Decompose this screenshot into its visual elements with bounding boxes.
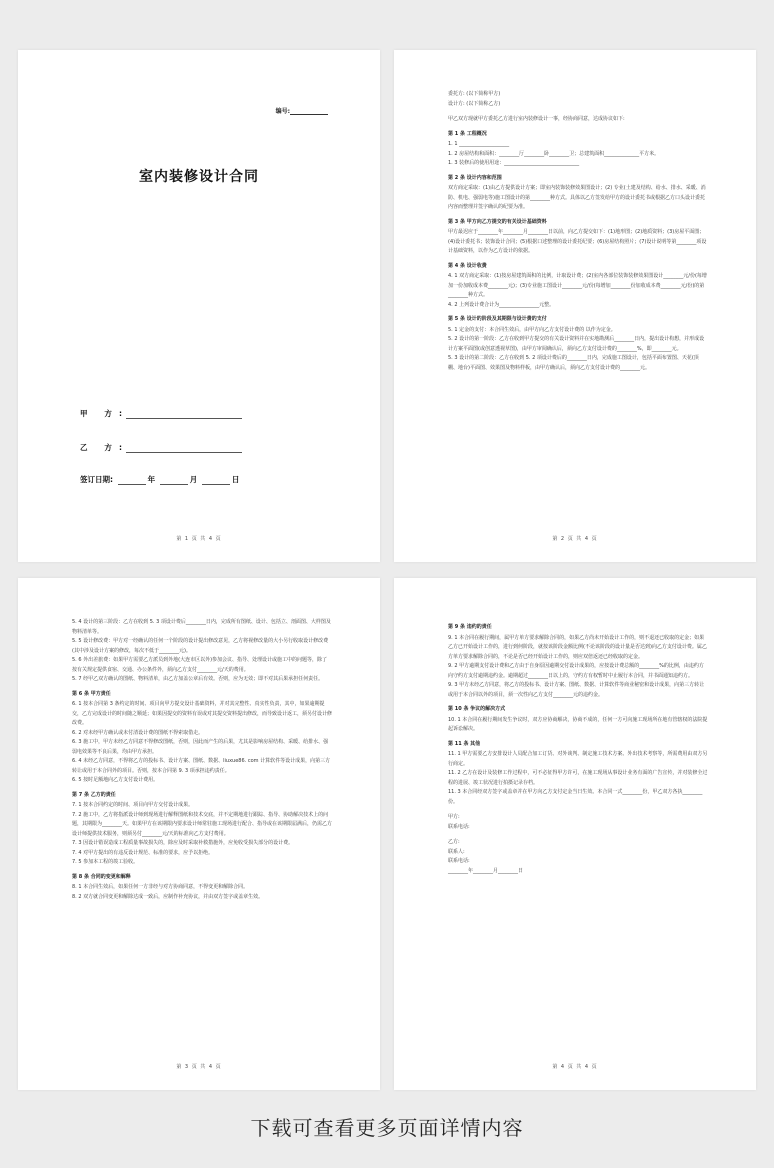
paragraph: 7. 5 参加本工程的竣工验收。	[72, 859, 139, 865]
paragraph: 8. 2 双方就合同变更和解除达成一致后，应制作补充协议，并由双方签字或盖章生效。	[72, 893, 264, 900]
paragraph: 8. 1 本合同生效后，如果任何一方非经与对方协商同意，不得变更和解除合同。	[72, 884, 249, 890]
paragraph: 11. 1 甲方需要乙方安排设计人员配合加工订货、对外谈判、制定施工技术方案、外出技术考察等，所需费用由双方另行商定。	[448, 751, 708, 767]
page-number: 第 1 页 共 4 页	[176, 536, 222, 542]
paragraph: 11. 3 本合同经双方签字或盖章并在甲方向乙方支付定金当日生效。本合同一式________份，甲乙双方各执________份。	[448, 789, 703, 805]
section-heading: 第 6 条 甲方责任	[72, 690, 111, 697]
paragraph: 10. 1 本合同在履行期间发生争议时，双方应协商解决，协商不成的，任何一方可向施工现场所在地有管辖权的法院提起诉讼解决。	[448, 716, 708, 732]
day-label: 日	[231, 475, 240, 484]
contract-number-label: 编号:	[275, 108, 290, 115]
year-label: 年	[147, 475, 156, 484]
contract-number-line	[290, 114, 328, 115]
paragraph: 7. 3 因设计错误造成工程质量事故损失的，除应及时采取补救措施外，应免收受损失部分的设计费。	[72, 840, 294, 846]
paragraph: ________年________月________日	[448, 867, 524, 874]
page-number: 第 2 页 共 4 页	[552, 536, 598, 542]
paragraph: 1. 1 ____________________	[448, 141, 510, 147]
paragraph: 6. 3 施工中，甲方未经乙方同意不得修改图纸，否则，因此而产生的后果，尤其是影响房屋结构、采暖、给排水、强弱电效果等不良后果，均由甲方承担。	[72, 739, 329, 755]
paragraph: 7. 1 按本合同约定的时间、项目向甲方交付设计成果。	[72, 802, 194, 808]
year-line	[118, 484, 146, 485]
party-b-line	[126, 452, 242, 453]
paragraph: 9. 3 甲方未经乙方同意，将乙方的投标书、设计方案、图纸、数据、计算软件等商业秘密和设计成果，向第三方转让或用于本合同以外的项目，须一次性向乙方支付________元的违约金。	[448, 682, 705, 698]
paragraph: 7. 4 对甲方提出的有违反设计规范、标准的要求，应予以拒绝。	[72, 849, 214, 856]
day-line	[202, 484, 230, 485]
section-heading: 第 4 条 设计收费	[448, 262, 487, 269]
paragraph: 5. 2 设计的第一阶段：乙方在收到甲方提交的有关设计资料并在实地勘测后________日内，提出设计构想，并形成设计方案平面图(或创意透视草图)，由甲方审阅确认后，须向乙方支付设计费的________%，即________元。	[448, 336, 705, 352]
section-heading: 第 11 条 其他	[448, 740, 481, 747]
paragraph: 6. 4 未经乙方同意，不得将乙方的投标书、设计方案、图纸、数据、liuxue86. com 计算软件等设计成果，向第三方转让或用于本合同外的项目。否则，按本合同第 9. 3 项承担违约责任。	[72, 758, 331, 774]
paragraph: 甲方:	[448, 814, 460, 820]
paragraph: 11. 2 乙方在设计及装修工作过程中，可不必征得甲方许可，在施工现场从事设计业务有面的广告宣传，并对装修全过程的进展、竣工状况进行拍摄记录存档。	[448, 770, 708, 786]
paragraph: 5. 7 经甲乙双方确认的图纸、物料清单，由乙方加盖公章后有效。否则，应为无效；即不对其后果承担任何责任。	[72, 676, 324, 682]
paragraph: 9. 2 甲方逾期支付设计费和乙方由于自身原因逾期交付设计成果的，应按设计费总额的________%的比例，由违约方向守约方支付逾期违约金。逾期超过________日以上的，守约方有权暂时中止履行本合同，并书面通知违约方。	[448, 663, 704, 679]
contract-page-3	[18, 578, 380, 1090]
paragraph: 6. 2 对未经甲方确认或未付清设计费的图纸不得索取借走。	[72, 729, 204, 736]
party-b-signature	[80, 442, 242, 453]
page-body	[448, 618, 708, 876]
download-more-link[interactable]: 下载可查看更多页面详情内容	[250, 1116, 524, 1140]
paragraph: 联系电话:	[448, 858, 470, 864]
section-heading: 第 2 条 设计内容和范围	[448, 174, 502, 181]
paragraph: 设计方: (以下简称乙方)	[448, 100, 501, 107]
section-heading: 第 3 条 甲方向乙方提交的有关设计基础资料	[448, 218, 547, 225]
paragraph: 5. 4 设计的第三阶段：乙方在收到 5. 3 项设计费后________日内，完成所有图纸、设计、包括立、剖面图、大样图及物料清单等。	[72, 619, 331, 635]
page-number: 第 3 页 共 4 页	[176, 1064, 222, 1070]
contract-page-4	[394, 578, 756, 1090]
paragraph: 6. 1 按本合同第 3 条约定的时间、项目向甲方提交设计基础资料，并对其完整性、真实性负责，其中，如果逾期提交，乙方完成设计的时间随之顺延；如果因提交的资料有误或对其提交资料提出修改，而导致设计返工，须另付设计修改费。	[72, 701, 333, 726]
paragraph: 1. 3 装修后的使用用途：______________________________	[448, 160, 580, 166]
contract-page-2	[394, 50, 756, 562]
paragraph: 双方商定采取：(1)由乙方提供设计方案；即室内装饰装修效果图设计；(2) 专业(土建及结构、给水、排水、采暖、消防、机电、强弱电等)施工图设计的第________种方式。具体以乙方签发给甲方的设计委托书或根据乙方口头设计委托内容而整理并签字确认的纪要为准。	[448, 185, 706, 210]
page-body	[72, 618, 332, 902]
party-b-label: 乙 方:	[80, 443, 122, 452]
paragraph: 甲方最迟应于________年________月________日以前，向乙方提交如下：(1)地形图；(2)地质资料；(3)房屋平面图；(4)设计委托书；装饰设计合同；(5)根据口述整理的设计委托纪要；(6)房屋结构照片；(7)设计说明等第________项设计基础资料，以作为乙方设计的依据。	[448, 229, 707, 254]
paragraph: 5. 6 外出差旅费：如果甲方需要乙方派员到外地(大连市区以外)参加会议、指导、处理设计或施工中的问题等，除了按有关规定提供食宿、交通、办公条件外，须向乙方支付________元/天的费用。	[72, 657, 328, 673]
paragraph: 9. 1 本合同在履行期间，属甲方单方要求解除合同的，如果乙方尚未开始设计工作的，则不退还已收取的定金；如果乙方已开始设计工作的，进行到何阶段，就按该阶段金额比例(不论该阶段的设计量是否达到)向乙方支付设计费。属乙方单方要求解除合同的，不论是否已经开始设计工作的，则应双倍返还已经收取的定金。	[448, 634, 707, 660]
contract-number	[276, 106, 328, 115]
month-line	[160, 484, 188, 485]
contract-page-1	[18, 50, 380, 562]
paragraph: 甲乙双方现就甲方委托乙方进行室内装修设计一事，经协商同意，达成协议如下:	[448, 116, 625, 122]
paragraph: 委托方: (以下简称甲方)	[448, 91, 501, 97]
section-heading: 第 7 条 乙方的责任	[72, 791, 116, 798]
paragraph: 4. 2 上列设计费合计为________________元整。	[448, 301, 555, 308]
paragraph: 6. 5 按时足额地向乙方支付设计费用。	[72, 777, 159, 783]
party-a-label: 甲 方:	[80, 409, 122, 418]
section-heading: 第 8 条 合同的变更和解释	[72, 873, 131, 880]
paragraph: 5. 1 定金的支付：本合同生效后，由甲方向乙方支付设计费的 以作为定金。	[448, 326, 616, 333]
paragraph: 乙方:	[448, 839, 460, 845]
paragraph: 5. 3 设计的第二阶段：乙方在收到 5. 2 项设计费后的________日内，完成施工图设计，包括平面布置图、天花(顶棚、地台)平面图、效果图及物料样板，由甲方确认后，须向乙方支付设计费的________元。	[448, 355, 699, 371]
paragraph: 联系电话:	[448, 823, 470, 830]
contract-title: 室内装修设计合同	[139, 169, 259, 185]
section-heading: 第 10 条 争议的解决方式	[448, 706, 506, 712]
paragraph: 7. 2 施工中，乙方将指派设计师到现场进行解释图纸和技术交底，并不定期地进行跟踪、指导、协助解决技术上的问题，其期限为________天。如果甲方在该期限内要求设计师常驻施工现场进行配合、指导或在该期限届满后，仍需乙方设计师提供技术服务，则须另付________元/天的标准向乙方支付费用。	[72, 811, 333, 837]
paragraph: 1. 2 房屋结构和面积：________厅________卧________卫；总建筑面积______________平方米。	[448, 150, 660, 157]
section-heading: 第 1 条 工程概况	[448, 130, 487, 137]
sign-date	[80, 474, 239, 485]
section-heading: 第 5 条 设计的阶段及其期限与设计费的支付	[448, 316, 547, 322]
paragraph: 联系人:	[448, 848, 465, 855]
month-label: 月	[189, 475, 198, 484]
page-body	[448, 90, 708, 373]
page-number: 第 4 页 共 4 页	[552, 1064, 598, 1070]
paragraph: 5. 5 设计修改费：甲方对一经确认的任何一个阶段的设计提出修改意见，乙方将视修改量的大小另行收取设计修改费(其中涉及设计方案的修改，每次不低于________元)。	[72, 638, 329, 654]
section-heading: 第 9 条 违约的责任	[448, 624, 492, 630]
paragraph: 4. 1 双方商定采取：(1)按房屋建筑面积的比例，计取设计费；(2)室内各部位装饰装修效果图设计________元/份(每增加一份加收成本费________元)；(3)专业施工图设计________元/份(每增加________份加收成本费________元/份)的第________种方式。	[448, 273, 707, 298]
party-a-signature	[80, 408, 242, 419]
party-a-line	[126, 418, 242, 419]
sign-date-label: 签订日期:	[80, 475, 113, 484]
